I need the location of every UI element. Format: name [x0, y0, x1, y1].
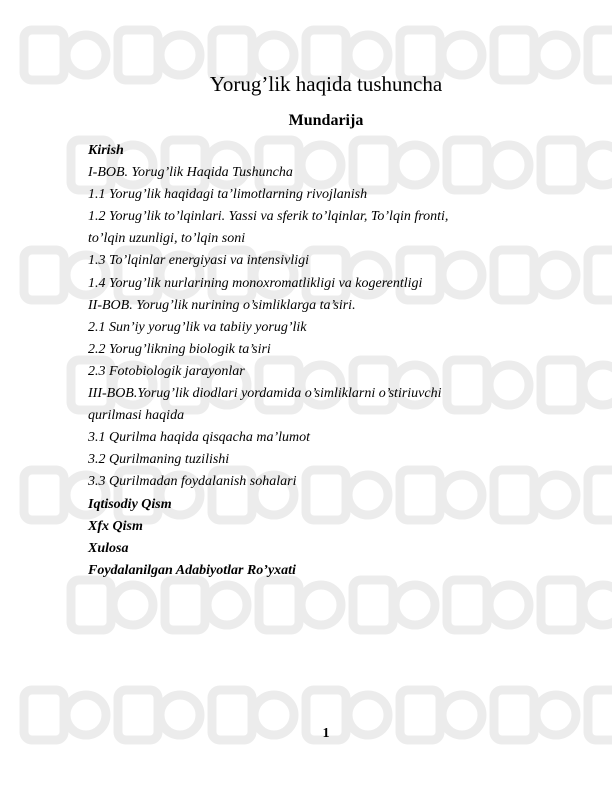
watermark-glyph [541, 580, 612, 630]
toc-item: II-BOB. Yorug’lik nurining o’simliklarga ta’siri. [88, 297, 356, 313]
toc-item: to’lqin uzunligi, to’lqin soni [88, 231, 246, 247]
table-of-contents [88, 140, 588, 582]
toc-item: 1.1 Yorug’lik haqidagi ta’limotlarning rivojlanish [88, 187, 368, 203]
toc-item: Foydalanilgan Adabiyotlar Ro’yxati [88, 562, 296, 578]
toc-item: Kirish [88, 143, 124, 158]
toc-heading: Mundarija [288, 112, 364, 129]
watermark-glyph [447, 580, 529, 630]
toc-item: qurilmasi haqida [88, 408, 185, 424]
page-title: Yorug’lik haqida tushuncha [209, 72, 443, 96]
toc-item: Xfx Qism [88, 518, 143, 534]
watermark-glyph [353, 580, 435, 630]
toc-item: 2.2 Yorug’likning biologik ta’siri [88, 341, 271, 357]
toc-item: Xulosa [88, 540, 129, 556]
watermark-glyph [165, 580, 247, 630]
watermark-glyph [588, 470, 612, 520]
toc-item: 1.2 Yorug’lik to’lqinlari. Yassi va sferik to’lqinlar, To’lqin fronti, [88, 209, 449, 225]
toc-item: 2.3 Fotobiologik jarayonlar [88, 363, 245, 379]
toc-item: I-BOB. Yorug’lik Haqida Tushuncha [88, 165, 293, 181]
page-number: 1 [322, 726, 330, 741]
watermark-glyph [71, 580, 153, 630]
toc-item: Iqtisodiy Qism [88, 496, 172, 512]
watermark-glyph [259, 580, 341, 630]
toc-item: III-BOB.Yorug’lik diodlari yordamida o’simliklarni o’stiriuvchi [88, 386, 442, 402]
toc-item: 3.1 Qurilma haqida qisqacha ma’lumot [88, 430, 311, 446]
toc-item: 2.1 Sun’iy yorug’lik va tabiiy yorug’lik [88, 319, 307, 335]
toc-item: 1.3 To’lqinlar energiyasi va intensivligi [88, 253, 310, 269]
toc-item: 3.2 Qurilmaning tuzilishi [88, 452, 230, 468]
toc-item: 3.3 Qurilmadan foydalanish sohalari [88, 474, 297, 490]
watermark-glyph [588, 250, 612, 300]
toc-item: 1.4 Yorug’lik nurlarining monoxromatlikligi va kogerentligi [88, 275, 423, 291]
